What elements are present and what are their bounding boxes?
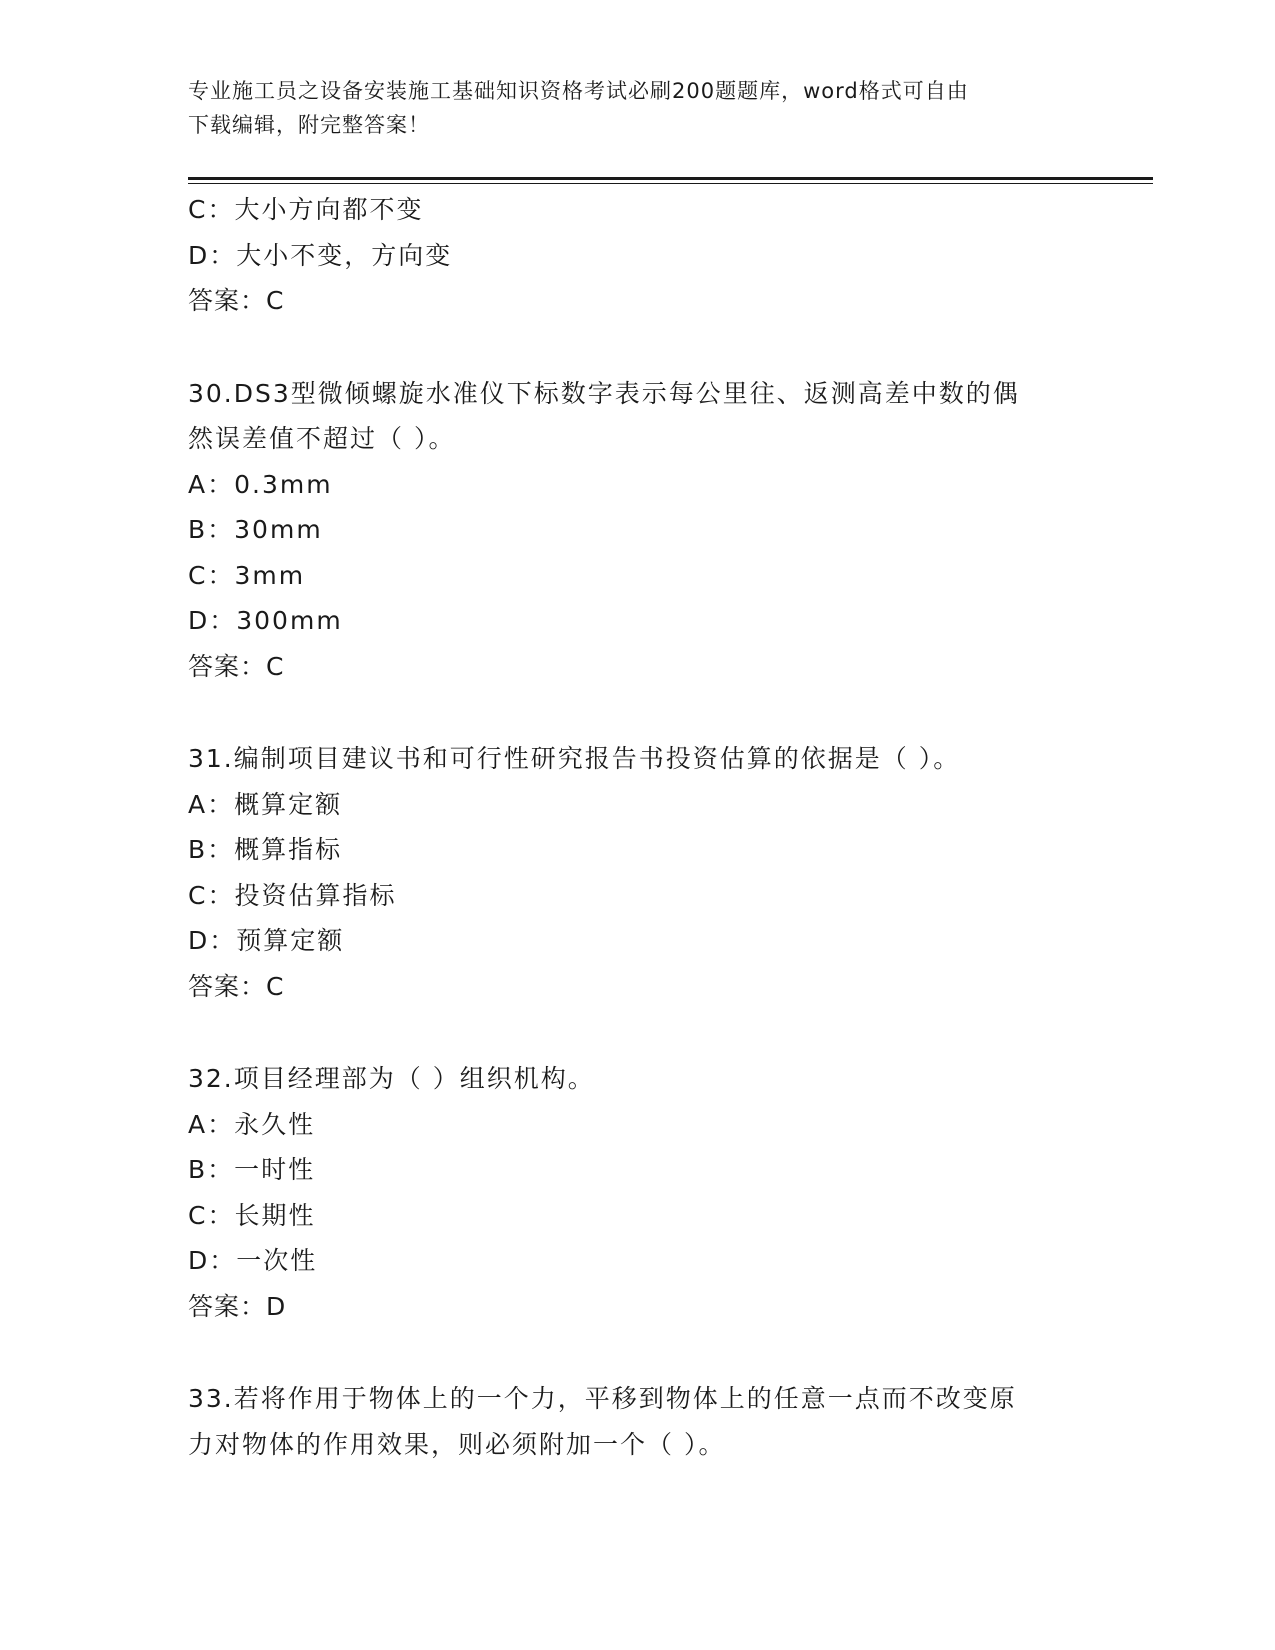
answer: 答案：D [188, 1291, 287, 1321]
answer: 答案：C [188, 286, 285, 315]
header-title-line-1: 专业施工员之设备安装施工基础知识资格考试必刷200题题库，word格式可自由 [188, 79, 969, 103]
option-a: A：概算定额 [188, 789, 343, 819]
option-d: D：300mm [188, 606, 343, 635]
option-d: D：大小不变，方向变 [188, 240, 453, 270]
option-a: A：永久性 [188, 1109, 316, 1139]
option-a: A：0.3mm [188, 469, 333, 499]
option-b: B：概算指标 [188, 835, 343, 864]
option-b: B：30mm [188, 515, 323, 544]
question-stem-line-2: 然误差值不超过（ ）。 [188, 424, 456, 453]
option-b: B：一时性 [188, 1155, 316, 1184]
header-divider-thin [188, 183, 1153, 184]
answer: 答案：C [188, 971, 285, 1001]
question-stem-line-1: 30.DS3型微倾螺旋水准仪下标数字表示每公里往、返测高差中数的偶 [188, 378, 1020, 408]
question-stem-line-1: 31.编制项目建议书和可行性研究报告书投资估算的依据是（ ）。 [188, 744, 961, 773]
question-stem-line-1: 32.项目经理部为（ ）组织机构。 [188, 1064, 595, 1093]
previous-question-tail [188, 187, 1088, 324]
header-divider-thick [188, 177, 1153, 180]
question-stem-line-1: 33.若将作用于物体上的一个力，平移到物体上的任意一点而不改变原 [188, 1384, 1017, 1413]
question-31 [188, 736, 1088, 1009]
option-c: C：投资估算指标 [188, 880, 397, 910]
question-33 [188, 1376, 1088, 1467]
document-header [188, 74, 1068, 142]
question-30 [188, 371, 1088, 690]
option-c: C：长期性 [188, 1200, 316, 1230]
option-c: C：3mm [188, 560, 306, 590]
answer: 答案：C [188, 651, 285, 681]
question-32 [188, 1056, 1088, 1329]
option-c: C：大小方向都不变 [188, 195, 424, 224]
header-title-line-2: 下载编辑，附完整答案！ [188, 113, 430, 137]
option-d: D：一次性 [188, 1246, 318, 1275]
question-stem-line-2: 力对物体的作用效果，则必须附加一个（ ）。 [188, 1429, 726, 1459]
option-d: D：预算定额 [188, 926, 345, 955]
question-list [188, 187, 1088, 1467]
